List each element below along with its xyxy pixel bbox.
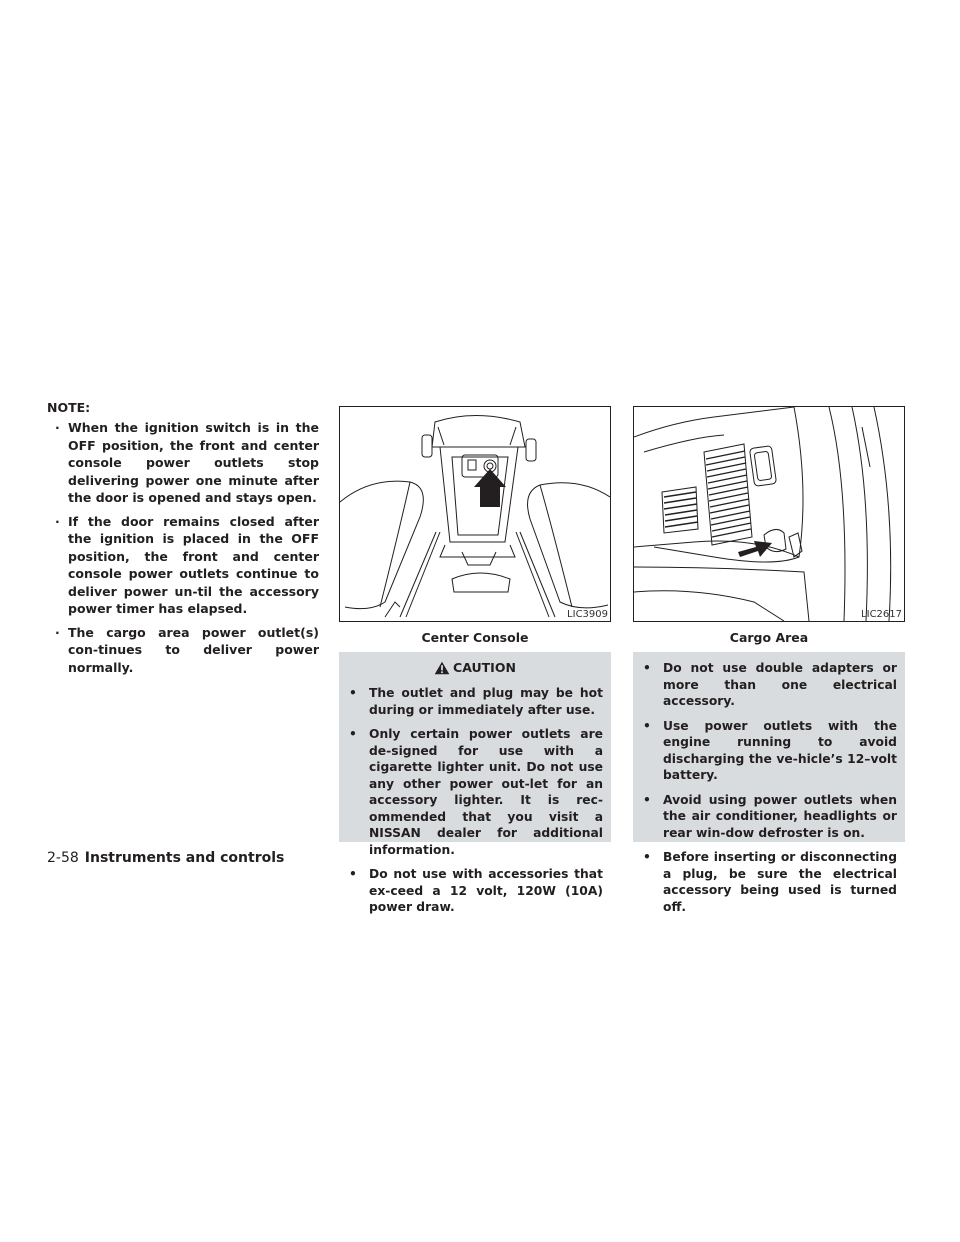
note-bullet: · [55, 513, 60, 529]
caution-item: • Avoid using power outlets when the air conditioner, headlights or rear win-dow defroster is on. [643, 792, 897, 840]
caution-box [339, 652, 611, 914]
note-bullet: · [55, 420, 60, 435]
page-number: 2-58 [47, 850, 79, 866]
caution-continued-list [641, 660, 897, 915]
note-list [47, 419, 319, 676]
note-bullet: · [55, 624, 60, 640]
page-footer [47, 850, 284, 866]
cargo-area-illustration [633, 406, 905, 622]
caution-bullet: • [643, 850, 651, 864]
figure-id: LIC2617 [861, 609, 902, 620]
caution-bullet: • [643, 792, 651, 807]
caution-item: • Do not use double adapters or more than one electrical accessory. [643, 661, 897, 708]
caution-heading [347, 660, 603, 675]
caution-item: • Use power outlets with the engine running to avoid discharging the ve-hicle’s 12–volt battery. [643, 718, 897, 782]
figure-caption: Center Console [421, 630, 529, 645]
warning-triangle-icon [434, 661, 450, 675]
caution-item: • Before inserting or disconnecting a plug, be sure the electrical accessory being used is turned off. [643, 850, 897, 914]
caution-bullet: • [349, 727, 357, 741]
caution-title: CAUTION [453, 660, 516, 675]
caution-bullet: • [643, 718, 651, 733]
cargo-area-drawing [634, 407, 904, 621]
note-title: NOTE: [47, 400, 91, 415]
caution-list [347, 685, 603, 916]
caution-item: • Do not use with accessories that ex-ceed a 12 volt, 120W (10A) power draw. [349, 867, 603, 914]
center-console-illustration [339, 406, 611, 622]
caution-continued-box [633, 652, 905, 914]
caution-bullet: • [643, 661, 651, 675]
note-section [47, 400, 319, 682]
caution-item: • Only certain power outlets are de-signed for use with a cigarette lighter unit. Do not use any other power out-let for an accessory lighter. It is rec-ommended that you visit a NISSAN dealer for additional information. [349, 727, 603, 857]
figure-caption: Cargo Area [729, 630, 809, 645]
center-console-drawing [340, 407, 610, 621]
caution-item: • The outlet and plug may be hot during or immediately after use. [349, 686, 603, 717]
section-title: Instruments and controls [84, 850, 285, 866]
note-item: · When the ignition switch is in the OFF position, the front and center console power outlets stop delivering power one minute after the door is opened and stays open. [55, 420, 319, 505]
caution-bullet: • [349, 686, 357, 700]
note-item: · If the door remains closed after the ignition is placed in the OFF position, the front and center console power outlets continue to deliver power un-til the accessory power timer has elapsed. [55, 513, 319, 616]
caution-bullet: • [349, 867, 357, 881]
figure-id: LIC3909 [567, 609, 608, 620]
note-item: · The cargo area power outlet(s) con-tinues to deliver power normally. [55, 624, 319, 675]
